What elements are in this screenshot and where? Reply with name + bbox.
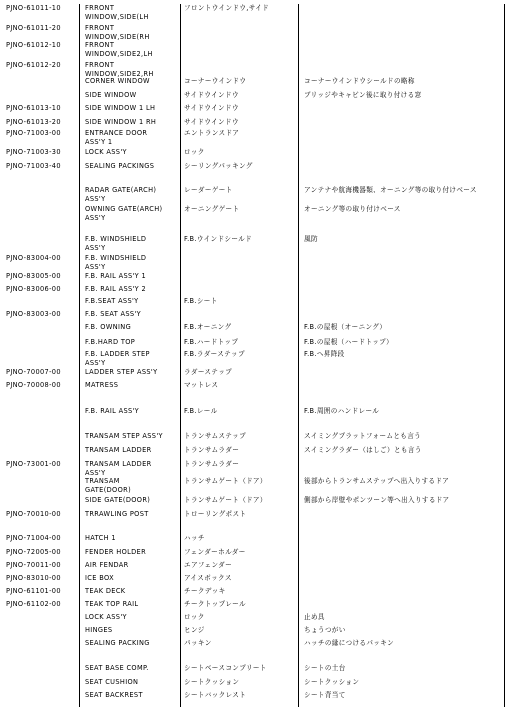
part-note: シートクッション — [304, 678, 360, 686]
part-name-jp: トランサムラダー — [184, 446, 240, 454]
part-name-en: F.B. WINDSHIELD ASS'Y — [85, 235, 147, 252]
part-name-jp: チークデッキ — [184, 587, 226, 595]
part-name-en: F.B.SEAT ASS'Y — [85, 297, 139, 305]
part-name-jp: ラダーステップ — [184, 368, 233, 376]
part-code: PJNO-61011-10 — [6, 4, 61, 12]
part-name-jp: トランサムゲート（ドア） — [184, 496, 267, 504]
part-name-jp: サイドウインドウ — [184, 104, 239, 112]
part-name-jp: シーリングパッキング — [184, 162, 253, 170]
part-code: PJNO-61011-20 — [6, 24, 61, 32]
part-name-jp: ロック — [184, 148, 205, 156]
part-name-jp: シートベースコンプリート — [184, 664, 267, 672]
part-name-en: TRANSAM LADDER ASS'Y — [85, 460, 152, 477]
part-name-jp: F.B.ウインドシールド — [184, 235, 253, 243]
part-note: ハッチの縁につけるパッキン — [304, 639, 395, 647]
part-code: PJNO-83010-00 — [6, 574, 61, 582]
part-name-jp: F.B.ハードトップ — [184, 338, 239, 346]
part-name-jp: オーニングゲート — [184, 205, 240, 213]
part-note: スイミングラダー（はしご）とも言う — [304, 446, 422, 454]
part-name-en: TEAK DECK — [85, 587, 126, 595]
part-code: PJNO-70010-00 — [6, 510, 61, 518]
part-name-en: F.B. WINDSHIELD ASS'Y — [85, 254, 147, 271]
part-name-en: SIDE GATE(DOOR) — [85, 496, 151, 504]
part-name-en: FRRONT WINDOW,SIDE(LH — [85, 4, 149, 21]
part-name-jp: エントランスドア — [184, 129, 240, 137]
part-code: PJNO-61102-00 — [6, 600, 61, 608]
part-name-jp: シートクッション — [184, 678, 240, 686]
part-code: PJNO-70008-00 — [6, 381, 61, 389]
part-name-jp: コーナーウインドウ — [184, 77, 247, 85]
part-name-en: F.B. RAIL ASS'Y 1 — [85, 272, 147, 280]
part-note: ちょうつがい — [304, 626, 346, 634]
part-name-jp: トランサムゲート（ドア） — [184, 477, 267, 485]
part-name-en: TEAK TOP RAIL — [85, 600, 139, 608]
part-name-jp: サイドウインドウ — [184, 91, 239, 99]
part-note: F.B.の屋根（ハードトップ） — [304, 338, 394, 346]
part-note: ブリッジやキャビン後に取り付ける窓 — [304, 91, 422, 99]
part-code: PJNO-70011-00 — [6, 561, 61, 569]
part-name-en: FRRONT WINDOW,SIDE(RH — [85, 24, 150, 41]
part-name-en: ENTRANCE DOOR ASS'Y 1 — [85, 129, 148, 146]
part-note: コーナーウインドウシールドの略称 — [304, 77, 415, 85]
part-name-en: F.B. RAIL ASS'Y 2 — [85, 285, 147, 293]
part-code: PJNO-83005-00 — [6, 272, 61, 280]
part-code: PJNO-83004-00 — [6, 254, 61, 262]
part-name-en: ICE BOX — [85, 574, 114, 582]
part-note: オーニング等の取り付けベース — [304, 205, 401, 213]
part-code: PJNO-71003-30 — [6, 148, 61, 156]
part-code: PJNO-61012-10 — [6, 41, 61, 49]
part-name-jp: トランサムラダー — [184, 460, 240, 468]
part-name-jp: レーダーゲート — [184, 186, 233, 194]
part-name-en: HINGES — [85, 626, 113, 634]
part-name-jp: F.B.レール — [184, 407, 218, 415]
part-name-en: SIDE WINDOW 1 RH — [85, 118, 157, 126]
part-name-en: SEAT BASE COMP. — [85, 664, 149, 672]
part-code: PJNO-61101-00 — [6, 587, 61, 595]
part-name-jp: フェンダーホルダー — [184, 548, 246, 556]
part-name-jp: トローリングポスト — [184, 510, 247, 518]
part-name-en: F.B.HARD TOP — [85, 338, 136, 346]
part-code: PJNO-61012-20 — [6, 61, 61, 69]
part-name-jp: F.B.シート — [184, 297, 218, 305]
part-name-en: HATCH 1 — [85, 534, 116, 542]
part-code: PJNO-61013-20 — [6, 118, 61, 126]
part-name-en: TRANSAM STEP ASS'Y — [85, 432, 163, 440]
part-note: F.B.へ昇降段 — [304, 350, 345, 358]
part-name-jp: ハッチ — [184, 534, 205, 542]
part-code: PJNO-71003-40 — [6, 162, 61, 170]
part-name-jp: マットレス — [184, 381, 219, 389]
part-name-en: OWNING GATE(ARCH) ASS'Y — [85, 205, 163, 222]
part-name-en: F.B. LADDER STEP ASS'Y — [85, 350, 150, 367]
part-name-jp: F.B.ラダーステップ — [184, 350, 245, 358]
part-name-en: TRANSAM LADDER — [85, 446, 152, 454]
part-name-en: CORNER WINDOW — [85, 77, 150, 85]
part-name-en: TRRAWLING POST — [85, 510, 149, 518]
part-note: アンテナや航海機器類、オーニング等の取り付けベース — [304, 186, 477, 194]
part-code: PJNO-83006-00 — [6, 285, 61, 293]
part-name-en: F.B. SEAT ASS'Y — [85, 310, 141, 318]
part-name-en: SEALING PACKING — [85, 639, 150, 647]
part-name-en: MATRESS — [85, 381, 119, 389]
part-name-en: SEAT CUSHION — [85, 678, 139, 686]
part-name-jp: エアフェンダー — [184, 561, 233, 569]
part-note: スイミングプラットフォームとも言う — [304, 432, 422, 440]
part-code: PJNO-83003-00 — [6, 310, 61, 318]
column-divider — [504, 4, 505, 707]
part-name-en: FRRONT WINDOW,SIDE2,RH — [85, 61, 154, 78]
part-name-en: LADDER STEP ASS'Y — [85, 368, 158, 376]
part-note: 風防 — [304, 235, 318, 243]
part-note: シートの土台 — [304, 664, 346, 672]
part-name-en: F.B. RAIL ASS'Y — [85, 407, 140, 415]
part-name-en: TRANSAM GATE(DOOR) — [85, 477, 131, 494]
part-note: 後部からトランサムステップへ出入りするドア — [304, 477, 450, 485]
part-note: シート背当て — [304, 691, 346, 699]
part-code: PJNO-61013-10 — [6, 104, 61, 112]
part-name-en: SEALING PACKINGS — [85, 162, 155, 170]
part-code: PJNO-71003-00 — [6, 129, 61, 137]
part-code: PJNO-71004-00 — [6, 534, 61, 542]
part-name-jp: チークトップレール — [184, 600, 246, 608]
part-name-en: RADAR GATE(ARCH) ASS'Y — [85, 186, 157, 203]
part-name-jp: フロントウインドウ,サイド — [184, 4, 270, 12]
column-divider — [298, 4, 299, 707]
part-name-jp: パッキン — [184, 639, 212, 647]
part-name-jp: サイドウインドウ — [184, 118, 239, 126]
part-name-en: SIDE WINDOW — [85, 91, 137, 99]
part-code: PJNO-70007-00 — [6, 368, 61, 376]
part-name-jp: トランサムステップ — [184, 432, 247, 440]
part-name-en: AIR FENDAR — [85, 561, 129, 569]
part-name-en: SIDE WINDOW 1 LH — [85, 104, 156, 112]
part-note: F.B.の屋根（オーニング） — [304, 323, 387, 331]
part-name-en: SEAT BACKREST — [85, 691, 143, 699]
part-name-jp: F.B.オーニング — [184, 323, 232, 331]
part-name-en: LOCK ASS'Y — [85, 613, 127, 621]
column-divider — [79, 4, 80, 707]
part-name-jp: ロック — [184, 613, 205, 621]
part-name-jp: ヒンジ — [184, 626, 205, 634]
part-name-en: FENDER HOLDER — [85, 548, 147, 556]
part-note: F.B.周囲のハンドレール — [304, 407, 380, 415]
part-name-en: F.B. OWNING — [85, 323, 132, 331]
part-name-jp: シートバックレスト — [184, 691, 247, 699]
part-name-jp: アイスボックス — [184, 574, 232, 582]
part-name-en: LOCK ASS'Y — [85, 148, 127, 156]
part-note: 止め具 — [304, 613, 325, 621]
part-name-en: FRRONT WINDOW,SIDE2,LH — [85, 41, 153, 58]
part-code: PJNO-72005-00 — [6, 548, 61, 556]
part-code: PJNO-73001-00 — [6, 460, 61, 468]
part-note: 側部から岸壁やポンツーン等へ出入りするドア — [304, 496, 450, 504]
